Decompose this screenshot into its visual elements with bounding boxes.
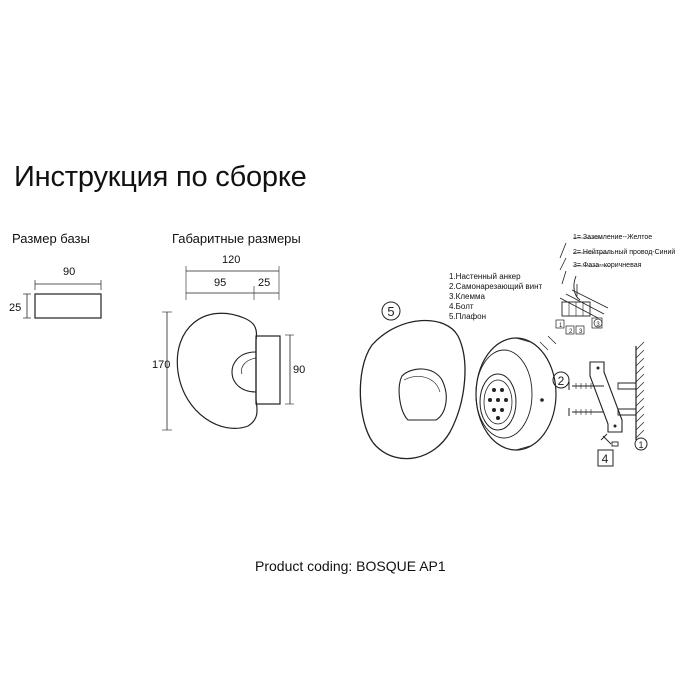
overall-height-value: 170 bbox=[152, 359, 171, 371]
wiring-neutral: 2= Нейтральный провод-Синий bbox=[573, 249, 676, 256]
overall-dimensions-label: Габаритные размеры bbox=[172, 231, 301, 246]
base-height-value: 25 bbox=[9, 302, 22, 314]
exploded-assembly bbox=[360, 238, 647, 466]
shade-front-view bbox=[360, 320, 465, 458]
terminal-block-detail bbox=[540, 238, 610, 350]
wall-anchor-top bbox=[618, 383, 636, 389]
base-dimension-drawing bbox=[23, 280, 101, 318]
svg-text:3: 3 bbox=[596, 322, 600, 328]
legend-item-anchor: 1.Настенный анкер bbox=[449, 272, 521, 281]
base-height-dim-value: 90 bbox=[293, 364, 306, 376]
svg-text:2: 2 bbox=[569, 329, 573, 335]
legend-item-screw: 2.Самонарезающий винт bbox=[449, 282, 543, 291]
svg-text:4: 4 bbox=[601, 452, 609, 466]
wall-base-side bbox=[256, 336, 280, 404]
body-width-value: 95 bbox=[214, 277, 227, 289]
small-bolt bbox=[601, 434, 618, 446]
legend-item-bolt: 4.Болт bbox=[449, 302, 474, 311]
wiring-ground: 1= Заземление--Желтое bbox=[573, 234, 653, 241]
mounting-bracket bbox=[590, 362, 622, 432]
wall-anchor-bottom bbox=[618, 409, 636, 415]
overall-dimension-drawing bbox=[162, 266, 294, 430]
legend-item-shade: 5.Плафон bbox=[449, 312, 486, 321]
wiring-phase: 3= Фаза--коричневая bbox=[573, 262, 642, 269]
overall-width-value: 120 bbox=[222, 254, 241, 266]
base-block bbox=[35, 294, 101, 318]
shade-side-view bbox=[177, 313, 257, 428]
screw-bottom bbox=[569, 408, 604, 416]
base-depth-value: 25 bbox=[258, 277, 271, 289]
page-title: Инструкция по сборке bbox=[14, 161, 307, 193]
base-size-label: Размер базы bbox=[12, 231, 90, 246]
wall-base-disk bbox=[476, 338, 556, 450]
svg-text:1: 1 bbox=[559, 323, 563, 329]
svg-text:5: 5 bbox=[387, 304, 395, 319]
base-width-value: 90 bbox=[63, 266, 76, 278]
bulb-dome bbox=[232, 352, 256, 392]
legend-item-terminal: 3.Клемма bbox=[449, 292, 485, 301]
svg-text:2: 2 bbox=[557, 374, 565, 388]
svg-text:3: 3 bbox=[579, 329, 583, 335]
product-coding: Product coding: BOSQUE AP1 bbox=[255, 558, 446, 574]
svg-text:1: 1 bbox=[638, 440, 644, 450]
screw-top bbox=[569, 382, 604, 390]
